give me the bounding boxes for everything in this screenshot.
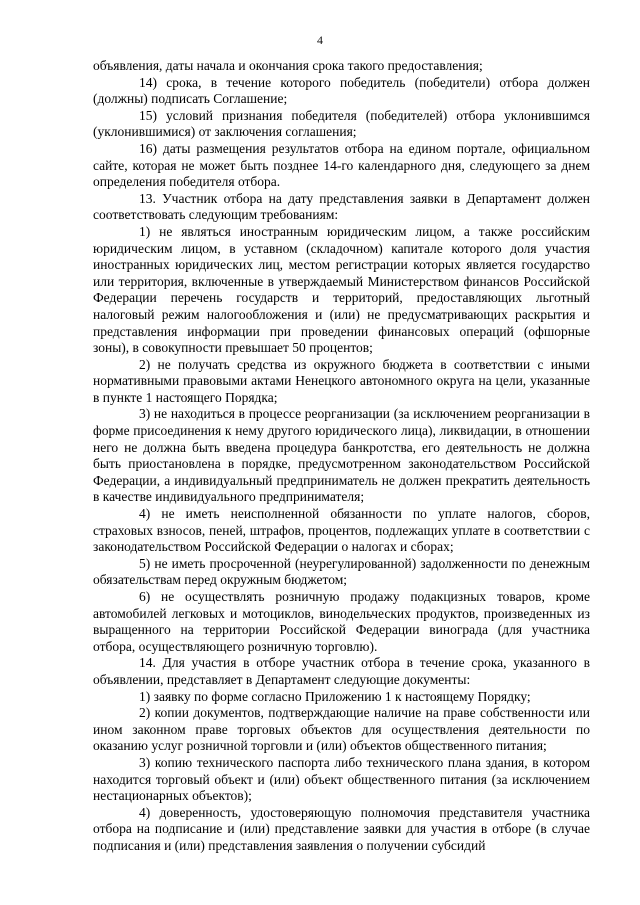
paragraph-requirement-5: 5) не иметь просроченной (неурегулированной) задолженности по денежным обязательствам перед окружным бюджетом; [93,555,590,588]
paragraph-item-16-results-date: 16) даты размещения результатов отбора на едином портале, официальном сайте, которая не может быть позднее 14-го календарного дня, следующего за днем определения победителя отбора. [93,140,590,190]
paragraph-section-14: 14. Для участия в отборе участник отбора в течение срока, указанного в объявлении, представляет в Департамент следующие документы: [93,655,590,687]
paragraph-requirement-2: 2) не получать средства из окружного бюджета в соответствии с иными нормативными правовыми актами Ненецкого автономного округа на цели, указанные в пункте 1 настоящего Порядка; [93,356,590,405]
paragraph-item-15-evasion-conditions: 15) условий признания победителя (победителей) отбора уклонившимся (уклонившимися) от заключения соглашения; [93,107,590,140]
paragraph-continuation: объявления, даты начала и окончания срока такого предоставления; [93,58,483,73]
paragraph-requirement-3: 3) не находиться в процессе реорганизации (за исключением реорганизации в форме присоединения к нему другого юридического лица), ликвидации, в отношении него не должна быть введена процедура банкротства, его деятельность не должна быть приостановлена в порядке, предусмотренном законодательством Российской Федерации, а индивидуальный предприниматель не должен прекратить деятельность в качестве индивидуального предпринимателя; [93,406,590,505]
paragraph-document-2: 2) копии документов, подтверждающие наличие на праве собственности или ином законном праве торговых объектов для осуществления деятельности по оказанию услуг розничной торговли и (или) объектов общественного питания; [93,705,590,754]
document-body [93,58,590,855]
paragraph-document-4: 4) доверенность, удостоверяющую полномочия представителя участника отбора на подписание и (или) представление заявки для участия в отборе (в случае подписания и (или) представления заявления о получении субсидий [93,804,590,853]
paragraph-document-1: 1) заявку по форме согласно Приложению 1 к настоящему Порядку; [139,688,531,704]
page-number: 4 [317,33,323,47]
paragraph-document-3: 3) копию технического паспорта либо технического плана здания, в котором находится торговый объект и (или) объект общественного питания (за исключением нестационарных объектов); [93,754,590,804]
paragraph-requirement-4: 4) не иметь неисполненной обязанности по уплате налогов, сборов, страховых взносов, пеней, штрафов, процентов, подлежащих уплате в соответствии с законодательством Российской Федерации о налогах и сборах; [93,506,590,555]
paragraph-item-14-deadline-signing: 14) срока, в течение которого победитель (победители) отбора должен (должны) подписать Соглашение; [93,74,590,107]
paragraph-requirement-1: 1) не являться иностранным юридическим лицом, а также российским юридическим лицом, в уставном (складочном) капитале которого доля участия иностранных юридических лиц, местом регистрации которых является государство или территория, включенные в утверждаемый Министерством финансов Российской Федерации перечень государств и территорий, предоставляющих льготный налоговый режим налогообложения и (или) не предусматривающих раскрытия и представления информации при проведении финансовых операций (офшорные зоны), в совокупности превышает 50 процентов; [93,223,590,356]
paragraph-requirement-6: 6) не осуществлять розничную продажу подакцизных товаров, кроме автомобилей легковых и мотоциклов, винодельческих продуктов, произведенных из выращенного на территории Российской Федерации винограда (для участника отбора, осуществляющего розничную торговлю). [93,589,590,654]
paragraph-section-13: 13. Участник отбора на дату представления заявки в Департамент должен соответствовать следующим требованиям: [93,190,590,223]
